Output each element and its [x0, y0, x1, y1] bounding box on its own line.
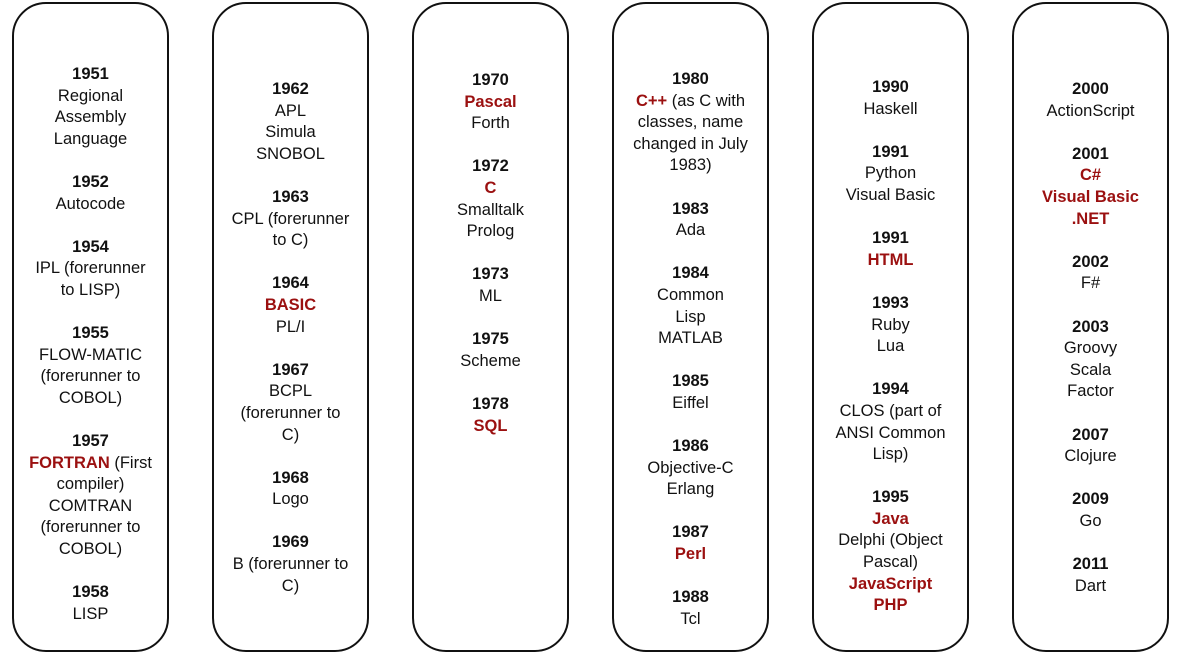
language-text: Autocode: [55, 194, 126, 213]
entry-year: 1955: [72, 324, 109, 343]
entry-line: [1014, 209, 1167, 231]
entry-line: [814, 574, 967, 596]
entry-line: [214, 425, 367, 447]
language-text: Logo: [272, 490, 309, 509]
timeline-entry: [614, 263, 767, 349]
language-text: (as C with: [667, 91, 746, 110]
timeline-entry: [414, 70, 567, 135]
entry-line: [614, 220, 767, 242]
language-text: Scheme: [460, 351, 521, 370]
language-text: C): [281, 576, 300, 595]
language-text: Tcl: [680, 609, 701, 628]
language-text: (forerunner to: [40, 518, 141, 537]
language-text: (forerunner to: [240, 403, 341, 422]
entry-line: [414, 92, 567, 114]
language-text: Groovy: [1063, 339, 1118, 358]
language-text: APL: [274, 101, 307, 120]
entry-line: [814, 336, 967, 358]
timeline-entry: [614, 587, 767, 630]
timeline-entry: [214, 468, 367, 511]
entry-year: 1972: [472, 157, 509, 176]
language-text: to C): [272, 231, 309, 250]
language-text: Prolog: [466, 222, 515, 241]
language-name-highlight: SQL: [473, 416, 508, 435]
timeline-entry: [614, 522, 767, 565]
language-text: COBOL): [58, 540, 123, 559]
language-name-highlight: Pascal: [464, 92, 517, 111]
timeline-entry: [214, 273, 367, 338]
column-entries: [214, 79, 367, 597]
decade-column-1970s: [412, 2, 569, 652]
timeline-entry: [414, 264, 567, 307]
language-text: (forerunner to: [40, 367, 141, 386]
column-entries: [414, 70, 567, 437]
timeline-entry: [1014, 79, 1167, 122]
entry-year: 2001: [1072, 144, 1109, 163]
entry-year: 1988: [672, 588, 709, 607]
entry-year: 2007: [1072, 425, 1109, 444]
language-name-highlight: Perl: [674, 545, 707, 564]
timeline-entry: [814, 142, 967, 207]
language-name-highlight: BASIC: [264, 295, 317, 314]
entry-line: [14, 453, 167, 475]
entry-line: [614, 91, 767, 113]
language-text: MATLAB: [658, 329, 723, 348]
entry-line: [814, 163, 967, 185]
entry-year: 2003: [1072, 317, 1109, 336]
timeline-entry: [414, 329, 567, 372]
timeline-entry: [814, 487, 967, 617]
language-text: COMTRAN: [48, 496, 133, 515]
language-text: Erlang: [666, 480, 715, 499]
entry-line: [614, 328, 767, 350]
entry-line: [214, 381, 367, 403]
language-text: Delphi (Object: [838, 531, 943, 550]
entry-line: [614, 285, 767, 307]
entry-year: 1975: [472, 330, 509, 349]
language-text: classes, name: [637, 113, 744, 132]
language-text: PL/I: [275, 317, 306, 336]
language-text: Language: [53, 129, 128, 148]
entry-year: 1964: [272, 274, 309, 293]
entry-year: 1969: [272, 533, 309, 552]
entry-year: 1952: [72, 172, 109, 191]
entry-year: 1985: [672, 372, 709, 391]
entry-line: [214, 489, 367, 511]
entry-line: [814, 530, 967, 552]
language-text: IPL (forerunner: [35, 259, 146, 278]
timeline-entry: [614, 69, 767, 177]
entry-line: [14, 496, 167, 518]
entry-year: 1995: [872, 488, 909, 507]
entry-year: 2000: [1072, 80, 1109, 98]
language-name-highlight: HTML: [867, 250, 914, 269]
language-text: Eiffel: [672, 393, 709, 412]
entry-line: [14, 366, 167, 388]
timeline-entry: [14, 431, 167, 561]
entry-line: [814, 552, 967, 574]
entry-line: [14, 604, 167, 626]
entry-year: 1967: [272, 360, 309, 379]
entry-line: [214, 209, 367, 231]
entry-line: [214, 295, 367, 317]
language-text: Lisp): [872, 445, 909, 464]
entry-line: [214, 101, 367, 123]
entry-line: [1014, 187, 1167, 209]
entry-line: [614, 393, 767, 415]
language-name-highlight: JavaScript: [848, 574, 933, 593]
timeline-entry: [814, 293, 967, 358]
entry-line: [1014, 360, 1167, 382]
entry-year: 1968: [272, 468, 309, 487]
entry-line: [214, 122, 367, 144]
entry-year: 1970: [472, 71, 509, 89]
entry-line: [1014, 273, 1167, 295]
entry-year: 1962: [272, 80, 309, 98]
entry-line: [414, 351, 567, 373]
entry-line: [614, 155, 767, 177]
entry-line: [14, 345, 167, 367]
entry-line: [614, 609, 767, 631]
entry-year: 1991: [872, 142, 909, 161]
language-name-highlight: C++: [635, 91, 668, 110]
language-name-highlight: FORTRAN: [29, 453, 110, 472]
language-text: C): [281, 425, 300, 444]
entry-line: [14, 388, 167, 410]
entry-line: [1014, 446, 1167, 468]
entry-line: [14, 86, 167, 108]
timeline-entry: [814, 77, 967, 120]
language-text: Python: [864, 164, 917, 183]
timeline-entry: [14, 172, 167, 215]
entry-line: [414, 286, 567, 308]
entry-line: [814, 250, 967, 272]
entry-year: 1973: [472, 265, 509, 284]
entry-year: 1978: [472, 394, 509, 413]
timeline-entry: [614, 436, 767, 501]
entry-line: [814, 423, 967, 445]
timeline-entry: [214, 79, 367, 165]
entry-line: [214, 317, 367, 339]
entry-year: 1958: [72, 583, 109, 602]
language-text: Assembly: [54, 108, 127, 127]
language-text: F#: [1080, 274, 1101, 293]
language-text: Clojure: [1064, 447, 1117, 466]
language-text: Factor: [1067, 382, 1114, 401]
entry-line: [814, 315, 967, 337]
entry-year: 1991: [872, 229, 909, 248]
entry-line: [214, 576, 367, 598]
decade-column-1990s: [812, 2, 969, 652]
entry-line: [614, 458, 767, 480]
entry-year: 1994: [872, 380, 909, 399]
entry-line: [414, 113, 567, 135]
entry-line: [14, 194, 167, 216]
language-text: Lisp: [675, 307, 706, 326]
entry-line: [414, 221, 567, 243]
language-text: Forth: [471, 114, 510, 133]
language-text: Go: [1079, 511, 1102, 530]
language-name-highlight: Java: [872, 509, 909, 528]
entry-line: [814, 185, 967, 207]
language-name-highlight: Visual Basic: [1042, 187, 1139, 206]
entry-year: 1984: [672, 264, 709, 283]
column-entries: [614, 69, 767, 630]
timeline-entry: [214, 360, 367, 446]
language-text: ANSI Common: [835, 423, 946, 442]
entry-line: [1014, 576, 1167, 598]
language-text: FLOW-MATIC: [39, 345, 142, 364]
entry-line: [14, 539, 167, 561]
entry-line: [14, 474, 167, 496]
language-text: Dart: [1074, 576, 1107, 595]
language-text: COBOL): [58, 388, 123, 407]
entry-year: 1986: [672, 437, 709, 456]
language-name-highlight: C: [484, 178, 497, 197]
entry-year: 2011: [1072, 555, 1109, 574]
entry-year: 1980: [672, 70, 709, 88]
timeline-entry: [1014, 489, 1167, 532]
language-text: Common: [657, 285, 724, 304]
entry-line: [814, 401, 967, 423]
language-text: Scala: [1069, 360, 1112, 379]
language-text: Objective-C: [647, 458, 734, 477]
language-text: B (forerunner to: [232, 555, 349, 574]
timeline-entry: [14, 64, 167, 150]
entry-year: 1963: [272, 187, 309, 206]
timeline-entry: [1014, 252, 1167, 295]
timeline-entry: [1014, 425, 1167, 468]
timeline-entry: [614, 371, 767, 414]
decade-column-1950s: [12, 2, 169, 652]
entry-line: [214, 403, 367, 425]
language-text: BCPL: [268, 382, 313, 401]
entry-line: [14, 107, 167, 129]
entry-line: [614, 544, 767, 566]
entry-line: [614, 479, 767, 501]
language-text: SNOBOL: [256, 144, 325, 163]
entry-line: [214, 554, 367, 576]
timeline-entry: [614, 199, 767, 242]
language-text: LISP: [72, 604, 109, 623]
timeline-entry: [14, 582, 167, 625]
entry-year: 2002: [1072, 252, 1109, 271]
language-text: CPL (forerunner: [231, 209, 350, 228]
language-name-highlight: .NET: [1071, 209, 1110, 228]
language-text: Regional: [57, 86, 124, 105]
language-text: Pascal): [862, 553, 919, 572]
entry-year: 1987: [672, 523, 709, 542]
timeline-entry: [1014, 317, 1167, 403]
entry-year: 1954: [72, 237, 109, 256]
column-entries: [14, 64, 167, 625]
timeline-entry: [14, 237, 167, 302]
timeline-entry: [1014, 144, 1167, 230]
decade-column-1960s: [212, 2, 369, 652]
timeline-entry: [14, 323, 167, 409]
language-text: 1983): [669, 156, 712, 175]
language-text: changed in July: [633, 134, 748, 153]
language-text: CLOS (part of: [839, 401, 942, 420]
entry-line: [414, 200, 567, 222]
entry-line: [14, 280, 167, 302]
column-entries: [814, 77, 967, 617]
decade-column-1980s: [612, 2, 769, 652]
language-text: Lua: [876, 337, 905, 356]
entry-year: 1983: [672, 199, 709, 218]
entry-line: [1014, 101, 1167, 123]
entry-line: [614, 134, 767, 156]
entry-line: [1014, 165, 1167, 187]
entry-line: [614, 307, 767, 329]
entry-line: [614, 112, 767, 134]
language-text: (First: [109, 453, 152, 472]
entry-line: [214, 230, 367, 252]
language-text: compiler): [56, 475, 125, 494]
entry-line: [14, 258, 167, 280]
entry-line: [814, 509, 967, 531]
entry-line: [814, 99, 967, 121]
entry-line: [814, 444, 967, 466]
entry-line: [1014, 511, 1167, 533]
entry-line: [814, 595, 967, 617]
entry-year: 1951: [72, 65, 109, 83]
timeline-entry: [414, 156, 567, 242]
entry-line: [214, 144, 367, 166]
entry-year: 1990: [872, 78, 909, 96]
timeline-entry: [814, 228, 967, 271]
language-text: Simula: [265, 123, 316, 142]
entry-line: [14, 517, 167, 539]
decade-column-2000s: [1012, 2, 1169, 652]
timeline-entry: [214, 532, 367, 597]
entry-line: [414, 416, 567, 438]
entry-line: [1014, 381, 1167, 403]
timeline-entry: [1014, 554, 1167, 597]
entry-year: 2009: [1072, 490, 1109, 509]
language-name-highlight: PHP: [873, 596, 908, 615]
language-text: Ada: [675, 221, 706, 240]
timeline-entry: [214, 187, 367, 252]
entry-line: [14, 129, 167, 151]
timeline-entry: [814, 379, 967, 465]
language-text: ActionScript: [1046, 101, 1135, 120]
language-text: ML: [479, 286, 502, 305]
column-entries: [1014, 79, 1167, 597]
language-text: Haskell: [863, 99, 918, 118]
entry-year: 1957: [72, 432, 109, 451]
entry-line: [1014, 338, 1167, 360]
entry-year: 1993: [872, 293, 909, 312]
language-name-highlight: C#: [1079, 166, 1102, 185]
language-text: Visual Basic: [845, 185, 936, 204]
language-text: Smalltalk: [457, 200, 524, 219]
language-text: to LISP): [60, 280, 121, 299]
timeline-entry: [414, 394, 567, 437]
entry-line: [414, 178, 567, 200]
language-text: Ruby: [871, 315, 910, 334]
